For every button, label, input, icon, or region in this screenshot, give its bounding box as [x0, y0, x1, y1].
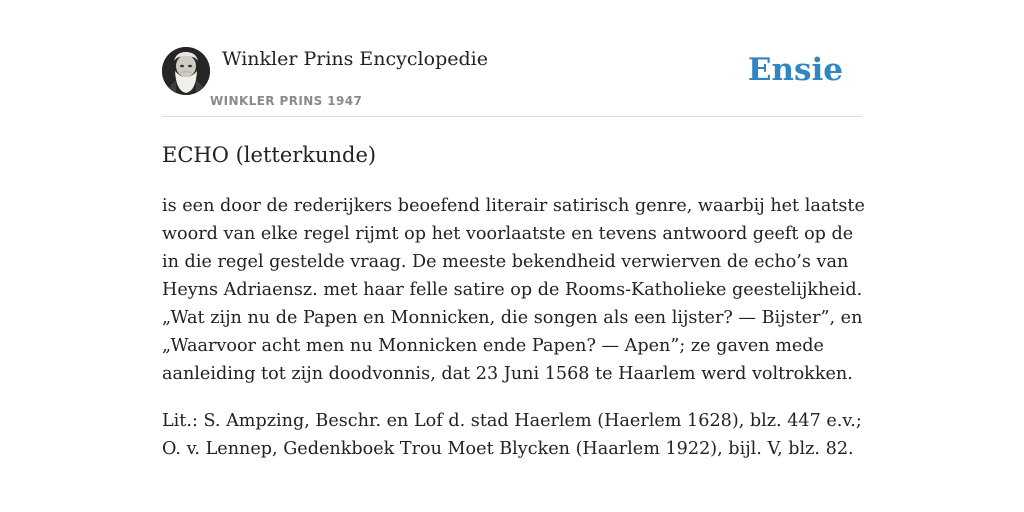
source-subtitle[interactable]: WINKLER PRINS 1947	[210, 94, 363, 108]
entry-title: ECHO (letterkunde)	[162, 143, 377, 167]
source-title[interactable]: Winkler Prins Encyclopedie	[222, 48, 488, 70]
literature-paragraph: Lit.: S. Ampzing, Beschr. en Lof d. stad Haerlem (Haerlem 1628), blz. 447 e.v.; O. v. Lennep, Gedenkboek Trou Moet Blycken (Haarlem 1922), bijl. V, blz. 82.	[162, 411, 862, 459]
source-header	[162, 46, 862, 117]
entry-body-paragraph: is een door de rederijkers beoefend literair satirisch genre, waarbij het laatste woord van elke regel rijmt op het voorlaatste en tevens antwoord geeft op de in die regel gestelde vraag. De meeste bekendheid verwierven de echo’s van Heyns Adriaensz. met haar felle satire op de Rooms-Katholieke geestelijkheid. „Wat zijn nu de Papen en Monnicken, die songen als een lijster? — Bijster”, en „Waarvoor acht men nu Monnicken ende Papen? — Apen”; ze gaven mede aanleiding tot zijn doodvonnis, dat 23 Juni 1568 te Haarlem werd voltrokken.	[162, 196, 865, 384]
brand-logo-link[interactable]: Ensie	[747, 52, 843, 88]
avatar	[162, 47, 210, 95]
bearded-man-portrait-icon	[162, 47, 210, 95]
